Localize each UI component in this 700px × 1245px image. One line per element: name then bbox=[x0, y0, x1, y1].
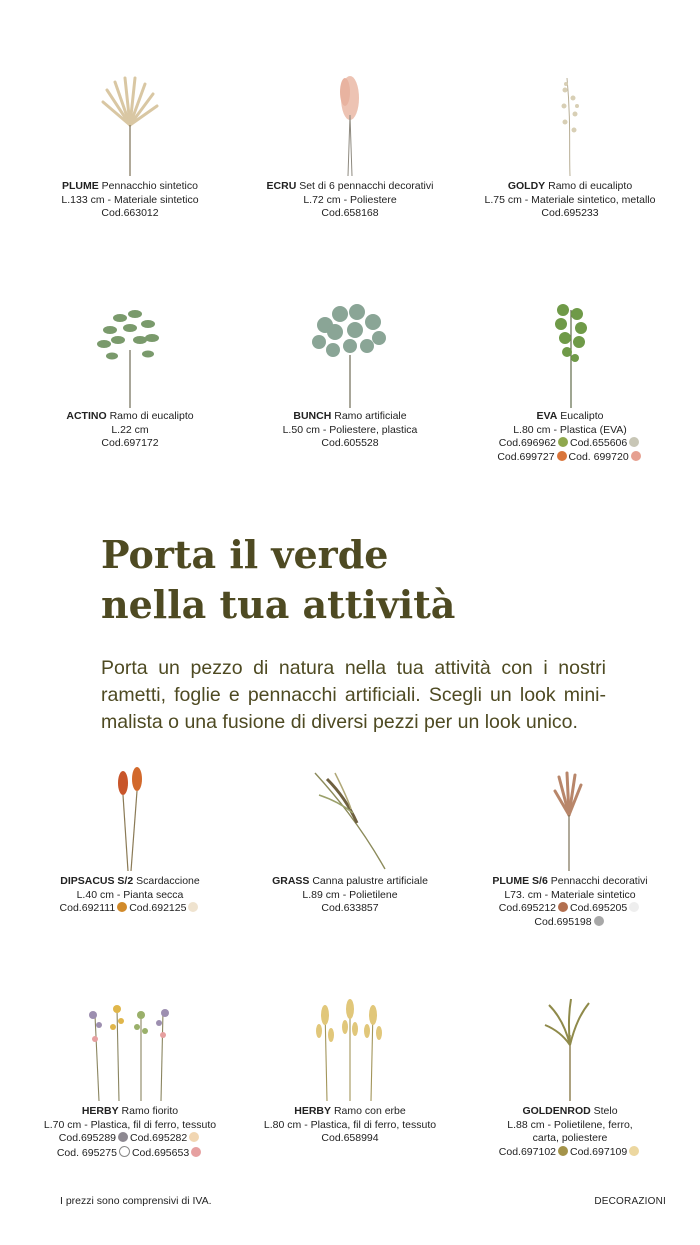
swatch-white bbox=[119, 1146, 130, 1157]
bunch-branch-image bbox=[305, 300, 395, 410]
swatch-grey bbox=[594, 916, 604, 926]
product-herby-fiorito[interactable]: HERBY Ramo fiorito L.70 cm - Plastica, fil di ferro, tessuto Cod.695289 Cod.695282 Cod. 695275 Cod.695653 bbox=[20, 995, 240, 1160]
page-headline: Porta il verde nella tua attività bbox=[101, 532, 456, 627]
dipsacus-image bbox=[95, 765, 165, 875]
herby-flower-branch-image bbox=[75, 995, 185, 1105]
swatch-grey bbox=[629, 437, 639, 447]
goldy-eucalyptus-image bbox=[535, 70, 605, 180]
swatch-olive bbox=[558, 1146, 568, 1156]
intro-paragraph: Porta un pezzo di natura nella tua attività con i nostri rametti, foglie e pennacchi artificiali. Scegli un look mini-malista o una fusione di diversi pezzi per un look unico. bbox=[101, 657, 606, 733]
product-goldy[interactable]: GOLDY Ramo di eucalipto L.75 cm - Materiale sintetico, metallo Cod.695233 bbox=[460, 70, 680, 221]
swatch-pink bbox=[191, 1147, 201, 1157]
swatch-white bbox=[629, 902, 639, 912]
product-bunch[interactable]: BUNCH Ramo artificiale L.50 cm - Poliestere, plastica Cod.605528 bbox=[240, 300, 460, 451]
goldenrod-stem-image bbox=[535, 995, 605, 1105]
plume-s6-image bbox=[535, 765, 605, 875]
swatch-cream bbox=[188, 902, 198, 912]
swatch-green bbox=[558, 437, 568, 447]
product-plume[interactable]: PLUME Pennacchio sintetico L.133 cm - Materiale sintetico Cod.663012 bbox=[20, 70, 240, 221]
swatch-yellow bbox=[629, 1146, 639, 1156]
product-actino[interactable]: ACTINO Ramo di eucalipto L.22 cm Cod.697172 bbox=[20, 300, 240, 451]
plume-pampas-image bbox=[95, 70, 165, 180]
grass-reed-image bbox=[305, 765, 395, 875]
product-goldenrod[interactable]: GOLDENROD Stelo L.88 cm - Polietilene, ferro, carta, poliestere Cod.697102 Cod.697109 bbox=[460, 995, 680, 1159]
product-herby-erbe[interactable]: HERBY Ramo con erbe L.80 cm - Plastica, fil di ferro, tessuto Cod.658994 bbox=[240, 995, 460, 1146]
swatch-cream bbox=[189, 1132, 199, 1142]
ecru-pampas-image bbox=[315, 70, 385, 180]
swatch-orange bbox=[557, 451, 567, 461]
product-eva[interactable]: EVA Eucalipto L.80 cm - Plastica (EVA) Cod.696962 Cod.655606 Cod.699727 Cod. 699720 bbox=[460, 300, 680, 464]
eva-eucalyptus-image bbox=[535, 300, 605, 410]
actino-eucalyptus-image bbox=[90, 300, 170, 410]
product-grass[interactable]: GRASS Canna palustre artificiale L.89 cm - Polietilene Cod.633857 bbox=[240, 765, 460, 916]
swatch-orange bbox=[117, 902, 127, 912]
product-ecru[interactable]: ECRU Set di 6 pennacchi decorativi L.72 cm - Poliestere Cod.658168 bbox=[240, 70, 460, 221]
herby-herbs-branch-image bbox=[305, 995, 395, 1105]
swatch-rust bbox=[558, 902, 568, 912]
section-label: DECORAZIONI bbox=[594, 1196, 666, 1207]
vat-note: I prezzi sono comprensivi di IVA. bbox=[60, 1195, 212, 1207]
product-dipsacus[interactable]: DIPSACUS S/2 Scardaccione L.40 cm - Pianta secca Cod.692111 Cod.692125 bbox=[20, 765, 240, 916]
swatch-pink bbox=[631, 451, 641, 461]
product-plume-s6[interactable]: PLUME S/6 Pennacchi decorativi L73. cm - Materiale sintetico Cod.695212 Cod.695205 Cod.695198 bbox=[460, 765, 680, 929]
swatch-grey bbox=[118, 1132, 128, 1142]
